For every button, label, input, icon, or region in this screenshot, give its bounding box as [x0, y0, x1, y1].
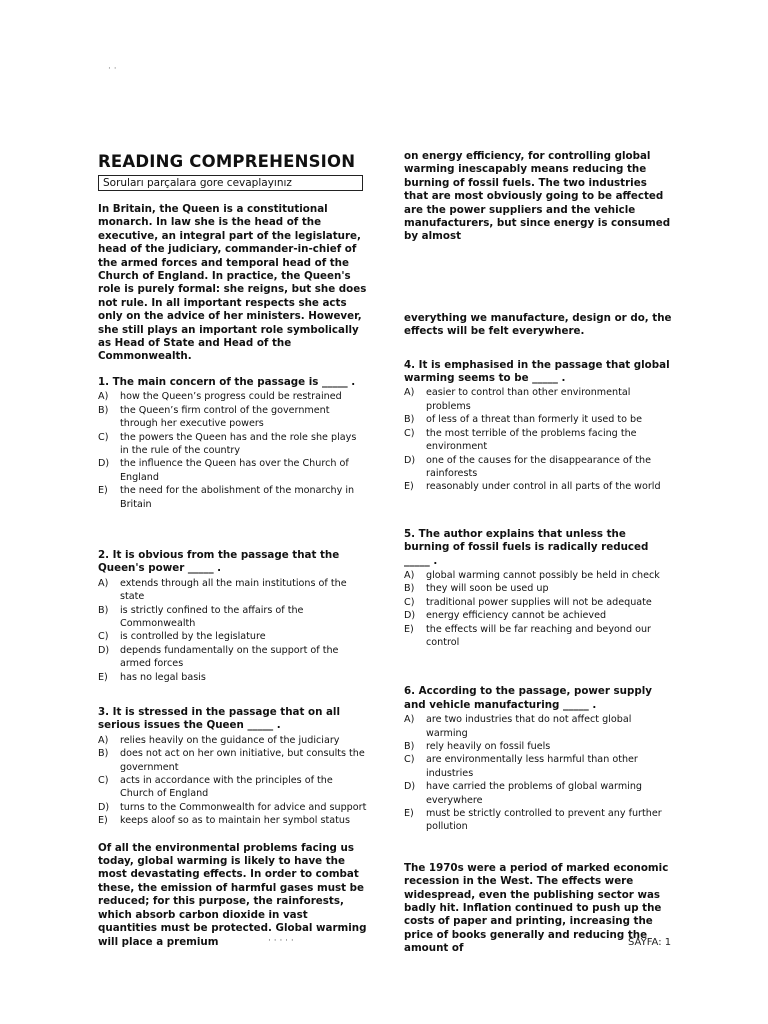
option-d	[98, 457, 368, 484]
instruction-box: Soruları parçalara gore cevaplayınız	[98, 175, 363, 191]
passage-global-warming-continued: on energy efficiency, for controlling global warming inescapably means reducing the burning of fossil fuels. The two industries that are most obviously going to be affected are the power suppliers and the vehicle manufacturers, but since energy is consumed by almost	[404, 150, 671, 243]
option-text: have carried the problems of global warming everywhere	[426, 781, 642, 806]
question-2	[98, 549, 368, 684]
passage-queen: In Britain, the Queen is a constitutional monarch. In law she is the head of the executive, an integral part of the legislature, head of the judiciary, commander-in-chief of the armed forces and temporal head of the Church of England. In practice, the Queen's role is purely formal: she reigns, but she does not rule. In all important respects she acts only on the advice of her ministers. However, she still plays an important role symbolically as Head of State and Head of the Commonwealth.	[98, 203, 367, 363]
question-stem: 1. The main concern of the passage is _____ .	[98, 375, 356, 388]
option-text: the need for the abolishment of the monarchy in Britain	[120, 485, 355, 510]
option-b	[98, 604, 368, 631]
option-text: the most terrible of the problems facing the environment	[426, 427, 637, 453]
option-letter: E)	[404, 808, 414, 820]
option-letter: D)	[98, 458, 110, 470]
left-column	[98, 150, 368, 949]
passage-recession: The 1970s were a period of marked economic recession in the West. The effects were widespread, even the publishing sector was badly hit. Inflation continued to push up the costs of paper and printing, increasing the price of books generally and reducing the amount of	[404, 861, 669, 955]
option-letter: E)	[98, 671, 108, 683]
option-letter: B)	[404, 414, 415, 426]
option-c	[98, 774, 368, 801]
option-text: global warming cannot possibly be held in check	[426, 569, 660, 581]
option-b	[404, 582, 672, 595]
option-b	[404, 413, 672, 426]
option-letter: E)	[98, 815, 108, 827]
option-d	[98, 644, 368, 671]
option-e	[98, 484, 368, 511]
option-letter: D)	[98, 644, 110, 656]
header-speck: · ·	[108, 64, 117, 74]
option-letter: A)	[98, 734, 109, 746]
question-6	[404, 685, 672, 833]
option-text: has no legal basis	[120, 671, 206, 683]
option-e	[404, 623, 672, 650]
option-letter: B)	[404, 583, 415, 595]
option-text: is controlled by the legislature	[120, 631, 266, 643]
option-d	[404, 780, 672, 807]
option-text: one of the causes for the disappearance of the rainforests	[426, 454, 651, 479]
page-title: READING COMPREHENSION	[98, 152, 356, 171]
option-a	[98, 734, 368, 747]
option-c	[404, 753, 672, 780]
option-letter: C)	[404, 754, 415, 766]
option-letter: C)	[98, 431, 109, 443]
option-text: how the Queen’s progress could be restrained	[120, 391, 342, 403]
option-a	[404, 386, 672, 413]
option-c	[404, 427, 672, 454]
option-a	[98, 577, 368, 604]
option-letter: D)	[98, 801, 110, 813]
option-d	[404, 609, 672, 622]
option-text: the Queen’s firm control of the government through her executive powers	[120, 404, 330, 430]
question-stem: 4. It is emphasised in the passage that global warming seems to be _____ .	[404, 358, 670, 385]
option-text: keeps aloof so as to maintain her symbol status	[120, 815, 350, 827]
option-text: the influence the Queen has over the Church of England	[120, 458, 349, 483]
right-column	[404, 150, 672, 956]
option-letter: B)	[98, 604, 109, 616]
question-3	[98, 706, 368, 828]
option-text: of less of a threat than formerly it used to be	[426, 414, 643, 426]
option-text: the effects will be far reaching and beyond our control	[426, 623, 651, 648]
question-stem: 6. According to the passage, power supply and vehicle manufacturing _____ .	[404, 685, 652, 711]
option-letter: C)	[404, 427, 415, 439]
passage-global-warming-end: everything we manufacture, design or do, the effects will be felt everywhere.	[404, 311, 672, 338]
option-c	[404, 596, 672, 609]
option-c	[98, 630, 368, 643]
option-b	[98, 747, 368, 774]
option-letter: C)	[404, 596, 415, 608]
option-a	[98, 390, 368, 403]
question-5	[404, 528, 672, 650]
option-text: acts in accordance with the principles of the Church of England	[120, 775, 333, 800]
question-4	[404, 359, 672, 494]
option-letter: E)	[404, 481, 414, 493]
option-letter: D)	[404, 610, 416, 622]
option-text: the powers the Queen has and the role she plays in the rule of the country	[120, 431, 357, 456]
option-letter: C)	[98, 631, 109, 643]
option-letter: C)	[98, 775, 109, 787]
question-stem: 3. It is stressed in the passage that on all serious issues the Queen _____ .	[98, 706, 340, 732]
option-text: is strictly confined to the affairs of the Commonwealth	[120, 604, 304, 629]
option-text: are two industries that do not affect global warming	[426, 714, 632, 739]
option-letter: B)	[404, 741, 415, 752]
option-text: energy efficiency cannot be achieved	[426, 610, 607, 622]
option-text: must be strictly controlled to prevent any further pollution	[426, 808, 662, 833]
option-text: rely heavily on fossil fuels	[426, 741, 551, 752]
option-d	[98, 801, 368, 814]
page-number: SAYFA: 1	[628, 937, 672, 948]
option-letter: A)	[404, 387, 415, 399]
option-letter: B)	[98, 404, 109, 416]
option-letter: D)	[404, 454, 416, 466]
option-e	[98, 671, 368, 684]
option-text: reasonably under control in all parts of the world	[426, 481, 661, 493]
option-b	[404, 740, 672, 753]
option-letter: A)	[404, 569, 415, 581]
option-letter: A)	[404, 714, 415, 726]
question-stem: 2. It is obvious from the passage that the Queen's power _____ .	[98, 548, 340, 575]
question-1	[98, 376, 368, 511]
option-a	[404, 713, 672, 740]
option-d	[404, 454, 672, 481]
option-e	[404, 480, 672, 493]
option-letter: E)	[98, 485, 108, 497]
option-letter: A)	[98, 577, 109, 589]
option-text: they will soon be used up	[426, 583, 549, 595]
option-a	[404, 569, 672, 582]
option-text: are environmentally less harmful than other industries	[426, 754, 638, 779]
question-stem: 5. The author explains that unless the burning of fossil fuels is radically reduced _____ .	[404, 527, 649, 567]
option-text: easier to control than other environmental problems	[426, 387, 631, 412]
option-letter: A)	[98, 391, 109, 403]
option-text: turns to the Commonwealth for advice and support	[120, 801, 367, 813]
option-c	[98, 431, 368, 458]
option-text: does not act on her own initiative, but consults the government	[120, 748, 365, 773]
option-b	[98, 404, 368, 431]
option-text: traditional power supplies will not be adequate	[426, 596, 652, 608]
passage-global-warming: Of all the environmental problems facing us today, global warming is likely to have the most devastating effects. In order to combat these, the emission of harmful gases must be reduced; for this purpose, the rainforests, which absorb carbon dioxide in vast quantities must be protected. Global warming will place a premium	[98, 841, 367, 948]
option-letter: E)	[404, 623, 414, 635]
option-e	[404, 807, 672, 834]
option-e	[98, 814, 368, 827]
option-text: depends fundamentally on the support of the armed forces	[120, 644, 339, 670]
option-letter: D)	[404, 781, 416, 793]
option-text: extends through all the main institutions of the state	[120, 577, 347, 603]
option-letter: B)	[98, 748, 109, 760]
bottom-edge-marks: · · · · ·	[268, 936, 294, 946]
option-text: relies heavily on the guidance of the judiciary	[120, 734, 340, 746]
